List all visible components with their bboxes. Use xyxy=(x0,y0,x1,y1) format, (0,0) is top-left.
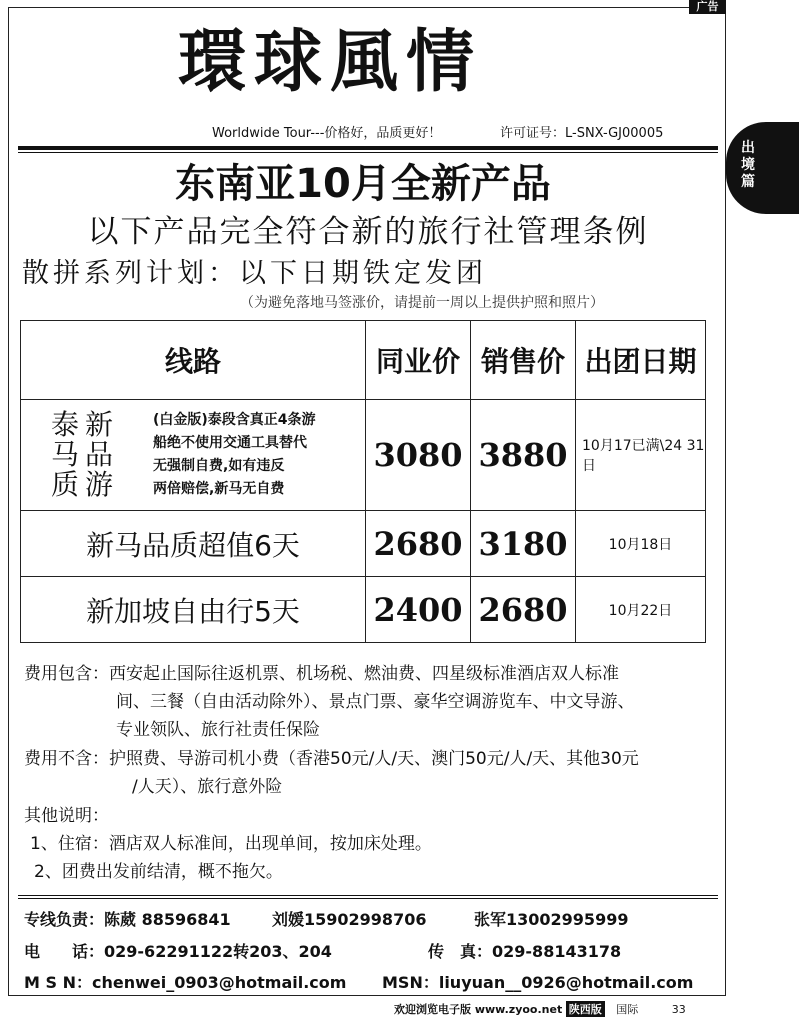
contacts-rule xyxy=(18,895,718,896)
departure-date: 10月18日 xyxy=(576,511,706,577)
msn-address: chenwei_0903@hotmail.com xyxy=(91,973,347,992)
visa-note: （为避免落地马签涨价，请提前一周以上提供护照和照片） xyxy=(240,295,604,311)
route-cell: 新加坡自由行5天 xyxy=(21,577,366,643)
header-retail-price: 销售价 xyxy=(471,321,576,400)
note-line: 1、住宿：酒店双人标准间，出现单间，按加床处理。 xyxy=(30,834,432,854)
table-row xyxy=(21,577,706,643)
header-rule-thin xyxy=(18,152,718,153)
departure-date: 10月22日 xyxy=(576,577,706,643)
brand-logo: 環球風情 xyxy=(178,22,483,102)
footer-welcome: 欢迎浏览电子版 www.zyoo.net xyxy=(394,1003,563,1016)
table-header-row xyxy=(21,321,706,400)
fax-line: 传 真：029-88143178 xyxy=(428,942,622,961)
series-title: 散拼系列计划：以下日期铁定发团 xyxy=(22,258,487,289)
header-trade-price: 同业价 xyxy=(366,321,471,400)
includes-label: 费用包含： xyxy=(24,664,109,684)
msn-line: M S N：chenwei_0903@hotmail.com xyxy=(24,973,347,992)
section-tab-char: 出 xyxy=(741,140,755,156)
header-rule xyxy=(18,146,718,150)
contact-person: 张军13002995999 xyxy=(474,910,629,929)
subtitle: 以下产品完全符合新的旅行社管理条例 xyxy=(87,214,649,250)
trade-price: 3080 xyxy=(366,400,471,511)
price-table xyxy=(20,320,706,643)
route-title: 泰新 马品 质游 xyxy=(50,408,119,501)
departure-date: 10月17已满\24 31日 xyxy=(576,400,706,511)
note-line: 2、团费出发前结清，概不拖欠。 xyxy=(34,862,283,882)
tagline: Worldwide Tour---价格好，品质更好！ xyxy=(212,126,442,141)
trade-price: 2680 xyxy=(366,511,471,577)
route-description: (白金版)泰段含真正4条游 船绝不使用交通工具替代 无强制自费,如有违反 两倍赔偿,新马无自费 xyxy=(153,412,316,497)
msn-address: MSN：liuyuan__0926@hotmail.com xyxy=(382,973,694,992)
table-row xyxy=(21,511,706,577)
phone-number: 029-62291122转203、204 xyxy=(104,942,332,961)
retail-price: 2680 xyxy=(471,577,576,643)
phone-line: 电 话：029-62291122转203、204 xyxy=(24,942,332,961)
fax-number: 029-88143178 xyxy=(492,942,622,961)
header-departure-date: 出团日期 xyxy=(576,321,706,400)
other-notes-section xyxy=(24,802,432,886)
section-tab-char: 篇 xyxy=(741,174,755,190)
header-route: 线路 xyxy=(21,321,366,400)
footer xyxy=(394,1001,686,1017)
other-label: 其他说明： xyxy=(24,806,109,826)
route-cell: 新马品质超值6天 xyxy=(21,511,366,577)
contact-line: 专线负责：陈葳 88596841 xyxy=(24,910,231,929)
page-number: 33 xyxy=(671,1003,686,1016)
retail-price: 3180 xyxy=(471,511,576,577)
ad-tag: 广告 xyxy=(689,0,726,14)
section-tab-char: 境 xyxy=(741,157,755,173)
excludes-section: 费用不含：护照费、导游司机小费（香港50元/人/天、澳门50元/人/天、其他30元 /人天）、旅行意外险 xyxy=(24,749,639,797)
contact-person: 刘媛15902998706 xyxy=(272,910,427,929)
license-number: 许可证号：L-SNX-GJ00005 xyxy=(500,126,664,141)
edition-badge: 陕西版 xyxy=(566,1001,605,1017)
retail-price: 3880 xyxy=(471,400,576,511)
table-row xyxy=(21,400,706,511)
contact-person: 陈葳 88596841 xyxy=(104,910,231,929)
section-tab xyxy=(726,122,799,214)
excludes-label: 费用不含： xyxy=(24,749,109,769)
footer-section: 国际 xyxy=(616,1003,639,1016)
route-cell xyxy=(21,400,366,511)
includes-section: 费用包含：西安起止国际往返机票、机场税、燃油费、四星级标准酒店双人标准 间、三餐（自由活动除外）、景点门票、豪华空调游览车、中文导游、 专业领队、旅行社责任保险 xyxy=(24,664,635,740)
contacts-rule-2 xyxy=(18,898,718,899)
headline: 东南亚10月全新产品 xyxy=(175,161,551,207)
trade-price: 2400 xyxy=(366,577,471,643)
